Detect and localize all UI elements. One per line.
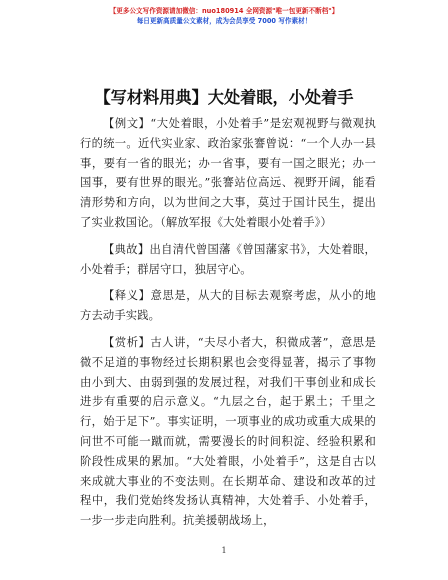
- paragraph-tag: 【例文】: [103, 117, 151, 130]
- paragraph-text: 意思是，从大的目标去观察考虑，从小的地方去动手实践。: [80, 289, 376, 323]
- paragraph-tag: 【释义】: [103, 289, 151, 303]
- banner-line-1: 【更多公文写作资源请加微信：nuo180914 全网资源"唯一包更新不断档"】: [109, 7, 339, 15]
- paragraph-tag: 【典故】: [103, 242, 150, 256]
- paragraph-example: [80, 114, 376, 233]
- paragraph-analysis: [80, 333, 376, 531]
- paragraph-tag: 【赏析】: [103, 335, 151, 349]
- paragraph-text: 出自清代曾国藩《曾国藩家书》，大处着眼，小处着手；群居守口，独居守心。: [80, 242, 376, 276]
- document-body: [80, 114, 376, 531]
- page-number: 1: [221, 546, 227, 555]
- banner-line-2: 每日更新高质量公文素材，成为会员享受 7000 写作素材！: [136, 17, 312, 25]
- paragraph-text: 古人讲，“夫尽小者大，积微成著”，意思是微不足道的事物经过长期积累也会变得显著，揭示了事物由小到大、由弱到强的发展过程，对我们干事创业和成长进步有重要的启示意义。“九层之台，起于累土；千里之行，始于足下”。事实证明，一项事业的成功或重大成果的问世不可能一蹴而就，需要漫长的时间积淀、经验积累和阶段性成果的累加。“大处着眼，小处着手”，这是自古以来成就大事业的不变法则。在长期革命、建设和改革的过程中，我们党始终发扬认真精神，大处着手、小处着手，一步一步走向胜利。抗美援朝战场上，: [80, 335, 376, 528]
- paragraph-origin: [80, 240, 376, 280]
- paragraph-text: “大处着眼，小处着手”是宏观视野与微观执行的统一。近代实业家、政治家张謇曾说：“一个人办一县事，要有一省的眼光；办一省事，要有一国之眼光；办一国事，要有世界的眼光。”张謇站位高远、视野开阔，能看清形势和方向，以为世间之大事，莫过于国计民生，提出了实业救国论。（解放军报《大处着眼小处着手》）: [80, 117, 376, 229]
- document-title: 【写材料用典】大处着眼，小处着手: [94, 88, 354, 107]
- header-banner: [0, 6, 448, 26]
- paragraph-meaning: [80, 286, 376, 326]
